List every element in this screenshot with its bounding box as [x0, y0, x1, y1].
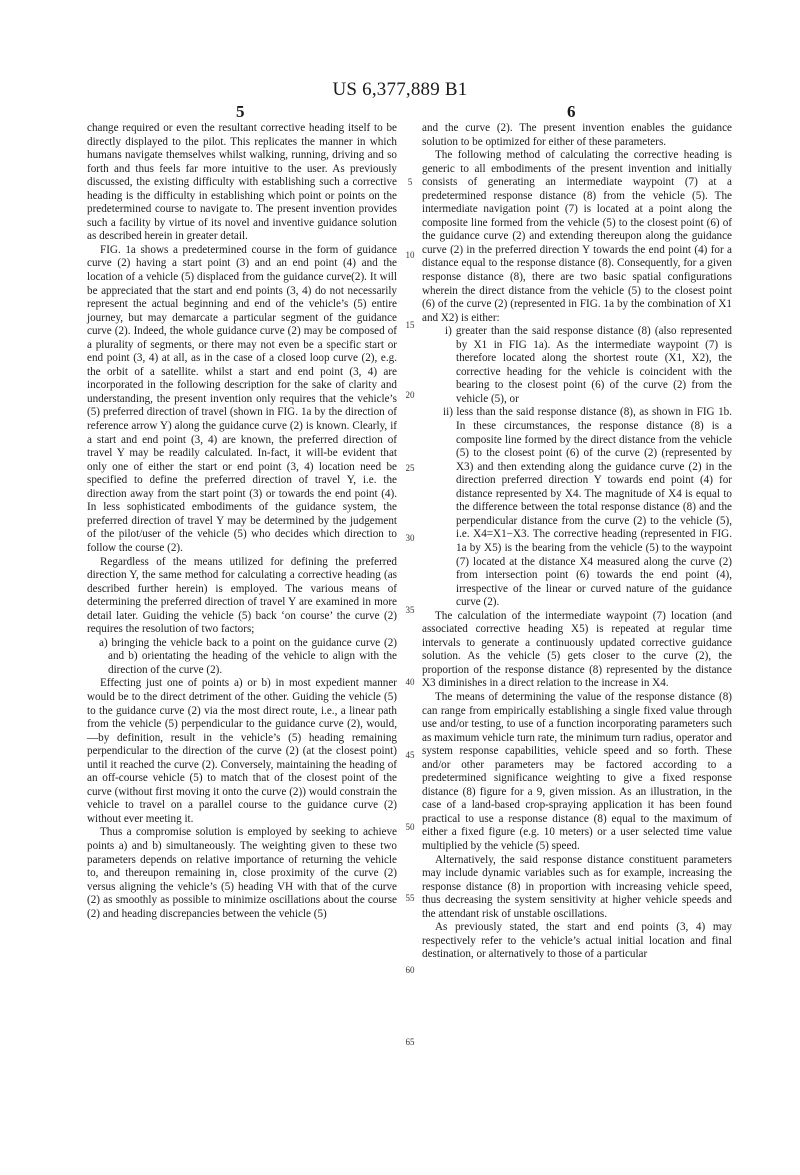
line-number: 30: [405, 533, 415, 543]
line-number: 40: [405, 677, 415, 687]
list-item: i) greater than the said response distance (8) (also represented by X1 in FIG 1a). As the intermediate waypoint (7) is therefore located along the shortest route (X1, X2), the corrective heading for the vehicle is coincident with the bearing to the closest point (6) of the curve (2) from the vehicle (5), or: [445, 325, 732, 405]
paragraph: The calculation of the intermediate waypoint (7) location (and associated corrective heading X5) is repeated at regular time intervals to generate a continuously updated corrective guidance solution. As the vehicle (5) gets closer to the curve (2), the proportion of the response distance (8) represented by the distance X3 diminishes in a direct relation to the increase in X4.: [422, 609, 732, 690]
patent-number: US 6,377,889 B1: [332, 79, 468, 100]
line-number: 20: [405, 390, 415, 400]
paragraph: change required or even the resultant corrective heading itself to be directly displayed to the pilot. This replicates the manner in which humans navigate themselves whilst walking, running, driving and so forth and thus feels far more intuitive to the user. As previously discussed, the existing difficulty with establishing such a corrective heading is the difficulty in establishing which point or points on the predetermined course to navigate to. The present invention provides such a facility by virtue of its novel and inventive guidance solution as described herein in greater detail.: [87, 122, 397, 243]
paragraph: FIG. 1a shows a predetermined course in the form of guidance curve (2) having a start point (3) and an end point (4) and the location of a vehicle (5) displaced from the guidance curve(2). It will be appreciated that the start and end points (3, 4) do not necessarily represent the actual beginning and end of the vehicle’s (5) entire journey, but may demarcate a particular segment of the guidance curve (2). Indeed, the whole guidance curve (2) may be composed of a plurality of segments, or there may not even be a specific start or end point (3, 4) at all, as in the case of a closed loop curve (2), e.g. the orbit of a satellite. whilst a start and end point (3, 4) are incorporated in the following description for the sake of clarity and understanding, the present invention only requires that the vehicle’s (5) preferred direction of travel (shown in FIG. 1a by the direction of reference arrow Y) along the guidance curve (2) is known. Clearly, if a start and end point (3, 4) are known, the preferred direction of travel Y may be readily calculated. In-fact, it will-be evident that only one of either the start or end point (3, 4) location need be specified to define the preferred direction of travel Y, i.e. the direction away from the start point (3) or towards the end point (4). In less sophisticated embodiments of the guidance system, the preferred direction of travel Y may be determined by the judgement of the pilot/user of the vehicle (5) who decides which direction to follow the course (2).: [87, 243, 397, 554]
line-number: 10: [405, 250, 415, 260]
paragraph: Thus a compromise solution is employed by seeking to achieve points a) and b) simultaneously. The weighting given to these two parameters depends on relative importance of returning the vehicle to, and thereupon remaining in, close proximity of the curve (2) versus aligning the vehicle’s (5) heading VH with that of the curve (2) as smoothly as possible to minimize oscillations about the course (2) and heading discrepancies between the vehicle (5): [87, 826, 397, 920]
line-number: 35: [405, 605, 415, 615]
paragraph: Regardless of the means utilized for defining the preferred direction Y, the same method for calculating a corrective heading (as described further herein) is employed. The various means of determining the preferred direction of travel Y are examined in more detail later. Guiding the vehicle (5) back ‘on course’ the curve (2) requires the resolution of two factors;: [87, 555, 397, 636]
paragraph: Alternatively, the said response distance constituent parameters may include dynamic variables such as for example, increasing the response distance (8) in proportion with increasing vehicle speed, thus decreasing the system sensitivity at higher vehicle speeds and the attendant risk of unstable oscillations.: [422, 853, 732, 920]
line-number: 15: [405, 320, 415, 330]
list-item: a) bringing the vehicle back to a point on the guidance curve (2) and b) orientating the heading of the vehicle to align with the direction of the curve (2).: [99, 636, 397, 676]
line-number: 60: [405, 965, 415, 975]
line-number: 65: [405, 1037, 415, 1047]
paragraph: and the curve (2). The present invention enables the guidance solution to be optimized for either of these parameters.: [422, 122, 732, 148]
right-column-number: 6: [567, 102, 576, 121]
line-number: 50: [405, 822, 415, 832]
right-column: [422, 122, 732, 962]
paragraph: The following method of calculating the corrective heading is generic to all embodiments of the present invention and initially consists of generating an intermediate waypoint (7) at a predetermined response distance (8) from the vehicle (5). The intermediate navigation point (7) is located at a point along the composite line formed from the vehicle (5) to the closest point (6) of the guidance curve (2) and extending thereupon along the guidance curve (2) in the preferred direction Y towards the end point (4) for a distance equal to the response distance (8). Consequently, for a given response distance (8), there are two basic spatial configurations wherein the direct distance from the vehicle (5) to the closest point (6) of the curve (2) (represented in FIG. 1a by the combination of X1 and X2) is either:: [422, 149, 732, 324]
paragraph: As previously stated, the start and end points (3, 4) may respectively refer to the vehicle’s actual initial location and final destination, or alternatively to those of a particular: [422, 921, 732, 961]
list-item: ii) less than the said response distance (8), as shown in FIG 1b. In these circumstances, the response distance (8) is a composite line formed by the direct distance from the vehicle (5) to the closest point (6) of the curve (2) (represented by X3) and then extending along the guidance curve (2) in the direction preferred direction Y towards end point (4) for distance represented by X4. The magnitude of X4 is equal to the difference between the total response distance (8) and the perpendicular distance from the curve (2) to the vehicle (5), i.e. X4=X1−X3. The corrective heading (represented in FIG. 1a by X5) is the bearing from the vehicle (5) to the waypoint (7) located at the distance X4 measured along the curve (2) from intersection point (6) towards the end point (4), irrespective of the linear or curved nature of the guidance curve (2).: [443, 406, 732, 609]
left-column: [87, 122, 397, 921]
paragraph: Effecting just one of points a) or b) in most expedient manner would be to the direct detriment of the other. Guiding the vehicle (5) to the guidance curve (2) via the most direct route, i.e., a linear path from the vehicle (5) perpendicular to the guidance curve (2), would,—by definition, result in the vehicle’s (5) heading remaining perpendicular to the direction of the curve (2) (at the closest point) until it reached the curve (2). Conversely, maintaining the heading of an off-course vehicle (5) to match that of the closest point of the curve (without first moving it onto the curve (2)) would constrain the vehicle to travel on a parallel course to the guidance curve (2) without ever meeting it.: [87, 677, 397, 825]
paragraph: The means of determining the value of the response distance (8) can range from empirically establishing a single fixed value through use and/or testing, to use of a function incorporating parameters such as maximum vehicle turn rate, the minimum turn radius, operator and system response capabilities, vehicle speed and so forth. These and/or other parameters may be factored according to a predetermined significance weighting to give a fixed response distance (8) figure for a 9, given mission. As an illustration, in the case of a land-based crop-spraying application it has been found practical to use a response distance (8) equal to the maximum of either a fixed figure (e.g. 10 meters) or a user selected time value multiplied by the vehicle (5) speed.: [422, 690, 732, 852]
line-number: 25: [405, 463, 415, 473]
left-column-number: 5: [236, 102, 245, 121]
line-number: 5: [407, 177, 413, 187]
line-number: 55: [405, 893, 415, 903]
line-number: 45: [405, 750, 415, 760]
